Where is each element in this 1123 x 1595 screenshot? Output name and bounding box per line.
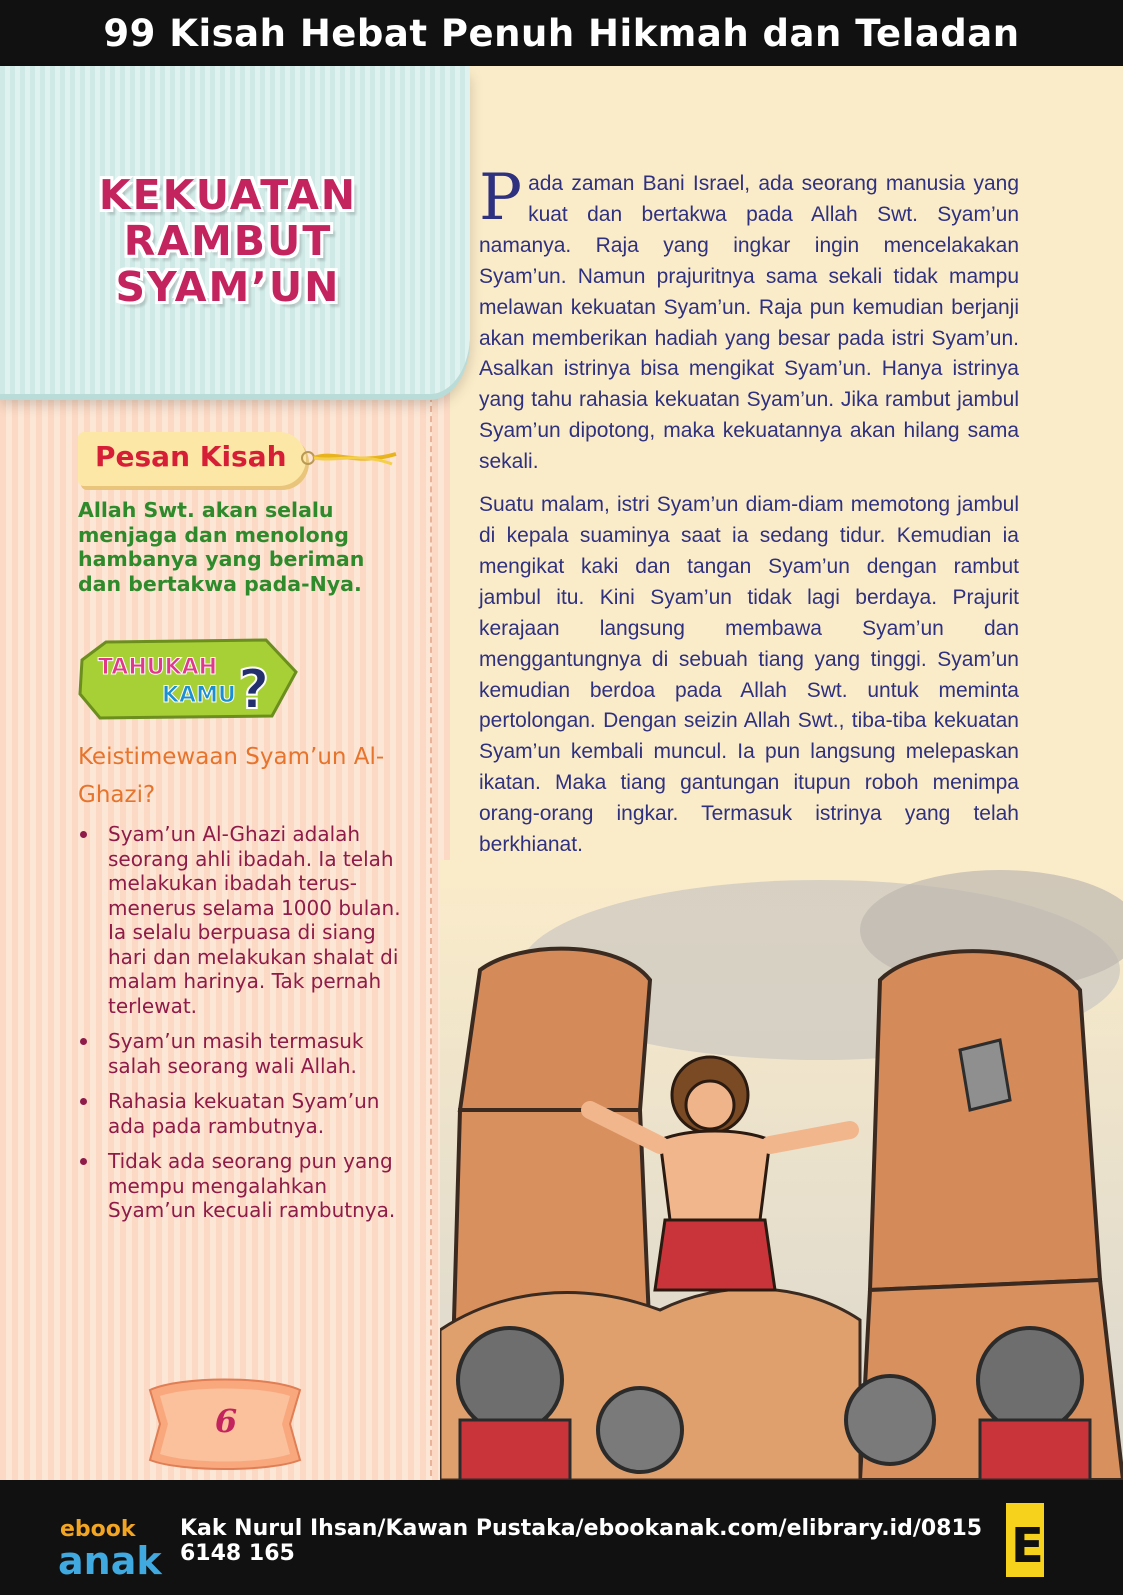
story-paragraph: Suatu malam, istri Syam’un diam-diam memotong jambul di kepala suaminya saat ia sedang tidur. Kemudian ia mengikat kaki dan tangan Syam’un dengan rambut jambul itu. Kini Syam’un tidak lagi berdaya. Prajurit kerajaan langsung membawa Syam’un dan menggantungnya di sebuah tiang yang tinggi. Syam’un kemudian berdoa pada Allah Swt. untuk meminta pertolongan. Dengan seizin Allah Swt., tiba-tiba kekuatan Syam’un kembali muncul. Ia pun langsung melepaskan ikatan. Maka tiang gantungan itupun roboh menimpa orang-orang ingkar. Termasuk istrinya yang telah berkhianat. — [479, 493, 1019, 857]
drop-cap: P — [479, 161, 523, 235]
page-number: 6 — [214, 1402, 238, 1440]
fact-item-text: Syam’un masih termasuk salah seorang wali Allah. — [108, 1029, 364, 1078]
footer-credits: Kak Nurul Ihsan/Kawan Pustaka/ebookanak.com/elibrary.id/0815 6148 165 — [180, 1516, 983, 1566]
question-mark-icon: ? — [238, 658, 270, 720]
book-title: 99 Kisah Hebat Penuh Hikmah dan Teladan — [103, 11, 1020, 55]
fact-item — [78, 1089, 418, 1138]
tahukah-text: TAHUKAH — [98, 655, 218, 680]
story-text — [479, 161, 1019, 873]
fact-item — [78, 1149, 418, 1223]
book-title-bar — [0, 0, 1123, 66]
fact-item-text: Syam’un Al-Ghazi adalah seorang ahli ibadah. Ia telah melakukan ibadah terus-menerus selama 1000 bulan. Ia selalu berpuasa di siang hari dan melakukan shalat di malam harinya. Tak pernah terlewat. — [108, 822, 401, 1018]
bullet-icon — [80, 1038, 87, 1045]
story-paragraph — [479, 161, 1019, 478]
story-title-line: RAMBUT — [123, 217, 333, 265]
bullet-icon — [80, 831, 87, 838]
story-title-line: KEKUATAN — [98, 171, 358, 219]
kamu-text: KAMU — [162, 683, 236, 708]
story-paragraph-text: ada zaman Bani Israel, ada seorang manusia yang kuat dan bertakwa pada Allah Swt. Syam’un namanya. Raja yang ingkar ingin mencelakakan Syam’un. Namun prajuritnya sama sekali tidak mampu melawan kekuatan Syam’un. Raja pun kemudian berjanji akan memberikan hadiah yang besar pada istri Syam’un. Asalkan istrinya bisa mengikat Syam’un. Hanya istrinya yang tahu rahasia kekuatan Syam’un. Jika rambut jambul Syam’un dipotong, maka kekuatannya akan hilang sama sekali. — [479, 172, 1019, 474]
story-title-line: SYAM’UN — [115, 263, 341, 311]
svg-text:anak: anak — [58, 1539, 162, 1583]
pesan-kisah-label: Pesan Kisah — [95, 440, 287, 473]
fact-item-text: Tidak ada seorang pun yang mempu mengalahkan Syam’un kecuali rambutnya. — [108, 1149, 396, 1222]
fact-item-text: Rahasia kekuatan Syam’un ada pada rambutnya. — [108, 1089, 380, 1138]
tahukah-kamu-badge — [76, 636, 300, 720]
story-illustration — [440, 860, 1123, 1480]
ribbon-icon — [300, 448, 398, 468]
bullet-icon — [80, 1098, 87, 1105]
ebook-anak-logo — [56, 1488, 176, 1588]
story-title — [60, 172, 396, 310]
svg-text:ebook: ebook — [60, 1517, 136, 1542]
svg-text:E: E — [1011, 1518, 1044, 1574]
fact-item — [78, 1029, 418, 1078]
fact-list — [78, 822, 418, 1234]
elibrary-logo — [1003, 1500, 1047, 1580]
fact-item — [78, 822, 418, 1018]
fact-title: Keistimewaan Syam’un Al-Ghazi? — [78, 744, 385, 808]
pesan-kisah-text: Allah Swt. akan selalu menjaga dan menolong hambanya yang beriman dan bertakwa pada-Nya. — [78, 498, 365, 596]
bullet-icon — [80, 1158, 87, 1165]
